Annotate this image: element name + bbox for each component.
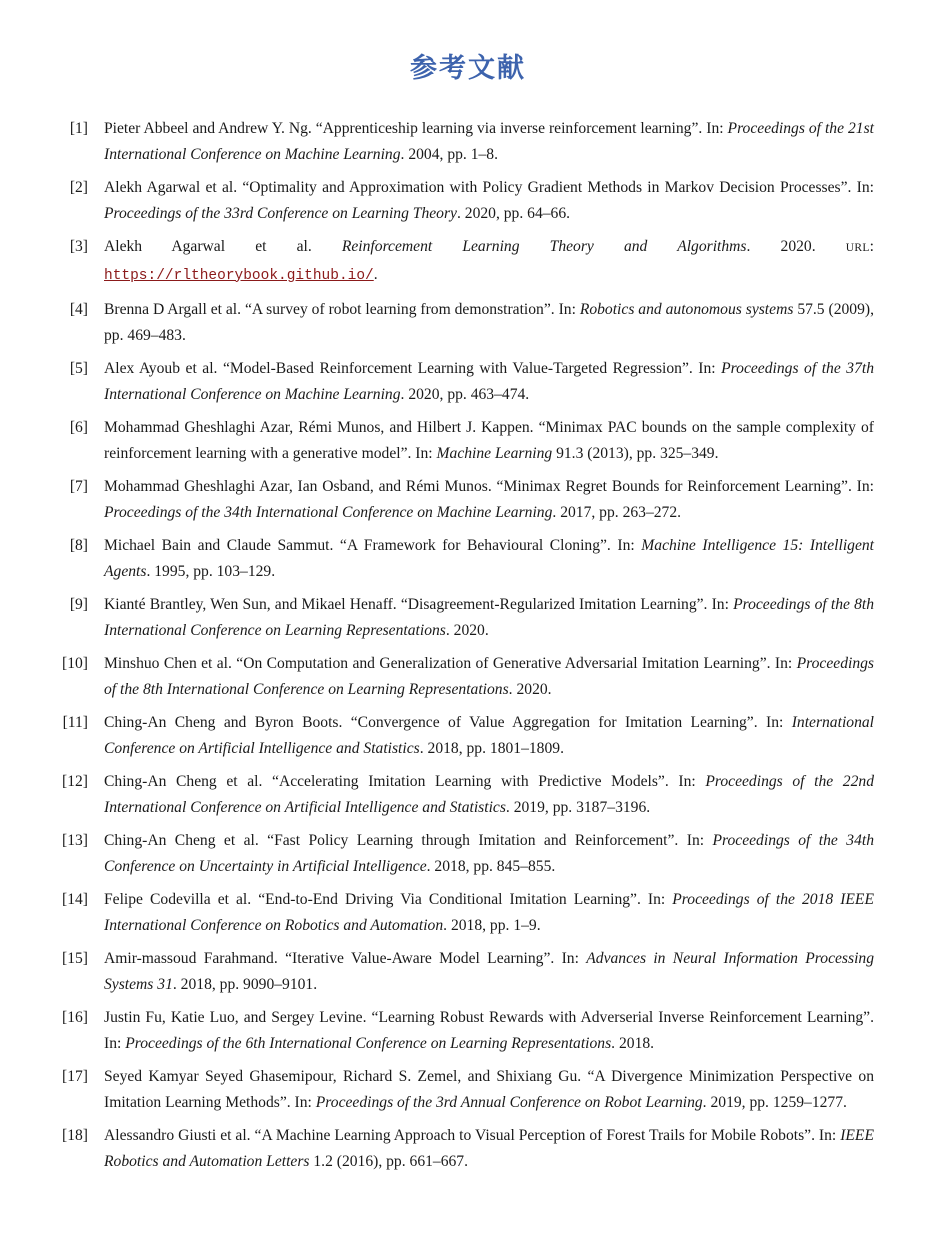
reference-venue: Machine Intelligence 15: Intelligent Agents xyxy=(104,536,874,580)
reference-details: 57.5 (2009), pp. 469–483. xyxy=(104,300,874,344)
reference-item xyxy=(62,533,874,585)
reference-number: [7] xyxy=(69,477,88,495)
reference-number: [17] xyxy=(62,1067,88,1085)
reference-item xyxy=(62,1005,874,1057)
reference-details: . 2004, pp. 1–8. xyxy=(400,145,498,163)
reference-item xyxy=(62,592,874,644)
reference-details: . 1995, pp. 103–129. xyxy=(146,562,276,580)
reference-list xyxy=(62,116,874,1182)
reference-url-link[interactable]: https://rltheorybook.github.io/ xyxy=(104,267,374,284)
reference-details: . 2018. xyxy=(611,1034,655,1052)
reference-item xyxy=(62,356,874,408)
reference-number: [2] xyxy=(69,178,88,196)
reference-details: . 2019, pp. 3187–3196. xyxy=(505,798,651,816)
reference-venue: Proceedings of the 22nd International Conference on Artificial Intelligence and Statistics xyxy=(104,772,874,816)
reference-details: . 2020. xyxy=(746,237,846,255)
reference-text: Alessandro Giusti et al. “A Machine Learning Approach to Visual Perception of Forest Trails for Mobile Robots”. In: xyxy=(104,1126,841,1144)
reference-text: Minshuo Chen et al. “On Computation and Generalization of Generative Adversarial Imitation Learning”. In: xyxy=(104,654,797,672)
reference-item xyxy=(62,828,874,880)
reference-item xyxy=(62,651,874,703)
reference-number: [5] xyxy=(69,359,88,377)
reference-item xyxy=(62,946,874,998)
reference-venue: Proceedings of the 6th International Conference on Learning Representations xyxy=(125,1034,612,1052)
url-tail: . xyxy=(373,265,378,283)
reference-item xyxy=(62,1123,874,1175)
reference-text: Seyed Kamyar Seyed Ghasemipour, Richard S. Zemel, and Shixiang Gu. “A Divergence Minimization Perspective on Imitation Learning Methods”. In: xyxy=(104,1067,874,1111)
reference-text: Ching-An Cheng et al. “Fast Policy Learning through Imitation and Reinforcement”. In: xyxy=(104,831,713,849)
reference-number: [8] xyxy=(69,536,88,554)
reference-venue: Proceedings of the 2018 IEEE International Conference on Robotics and Automation xyxy=(104,890,874,934)
reference-venue: Proceedings of the 37th International Conference on Machine Learning xyxy=(104,359,875,403)
reference-number: [15] xyxy=(62,949,88,967)
reference-venue: Reinforcement Learning Theory and Algorithms xyxy=(341,237,747,255)
reference-item xyxy=(62,474,874,526)
reference-venue: Machine Learning xyxy=(436,444,553,462)
reference-item xyxy=(62,710,874,762)
reference-number: [3] xyxy=(69,237,88,255)
reference-details: . 2018, pp. 1–9. xyxy=(443,916,541,934)
reference-item xyxy=(62,1064,874,1116)
reference-number: [9] xyxy=(69,595,88,613)
reference-details: . 2017, pp. 263–272. xyxy=(552,503,682,521)
reference-text: Ching-An Cheng and Byron Boots. “Convergence of Value Aggregation for Imitation Learning”. In: xyxy=(104,713,792,731)
reference-details: . 2020, pp. 463–474. xyxy=(400,385,530,403)
reference-details: . 2018, pp. 1801–1809. xyxy=(419,739,564,757)
reference-venue: Proceedings of the 34th International Conference on Machine Learning xyxy=(104,503,553,521)
reference-number: [10] xyxy=(62,654,88,672)
reference-number: [12] xyxy=(62,772,88,790)
reference-details: . 2019, pp. 1259–1277. xyxy=(702,1093,847,1111)
url-colon: : xyxy=(869,237,875,255)
reference-details: 91.3 (2013), pp. 325–349. xyxy=(552,444,719,462)
reference-number: [14] xyxy=(62,890,88,908)
reference-item xyxy=(62,297,874,349)
reference-text: Kianté Brantley, Wen Sun, and Mikael Henaff. “Disagreement-Regularized Imitation Learning”. In: xyxy=(104,595,734,613)
reference-venue: Proceedings of the 21st International Conference on Machine Learning xyxy=(104,120,874,163)
reference-text: Felipe Codevilla et al. “End-to-End Driving Via Conditional Imitation Learning”. In: xyxy=(104,890,673,908)
reference-item xyxy=(62,769,874,821)
reference-text: Michael Bain and Claude Sammut. “A Framework for Behavioural Cloning”. In: xyxy=(104,536,642,554)
reference-text: Mohammad Gheshlaghi Azar, Rémi Munos, and Hilbert J. Kappen. “Minimax PAC bounds on the sample complexity of reinforcement learning with a generative model”. In: xyxy=(104,418,874,462)
reference-number: [11] xyxy=(62,713,88,731)
reference-text: Amir-massoud Farahmand. “Iterative Value-Aware Model Learning”. In: xyxy=(104,949,587,967)
reference-venue: Robotics and autonomous systems xyxy=(579,300,794,318)
reference-text: Brenna D Argall et al. “A survey of robot learning from demonstration”. In: xyxy=(104,300,580,318)
reference-venue: Proceedings of the 8th International Conference on Learning Representations xyxy=(104,654,874,698)
reference-venue: Proceedings of the 33rd Conference on Learning Theory xyxy=(104,204,457,222)
reference-number: [18] xyxy=(62,1126,88,1144)
reference-text: Alekh Agarwal et al. xyxy=(104,237,342,255)
reference-venue: IEEE Robotics and Automation Letters xyxy=(104,1126,874,1170)
reference-item xyxy=(62,234,874,290)
reference-text: Justin Fu, Katie Luo, and Sergey Levine. “Learning Robust Rewards with Adverserial Inverse Reinforcement Learning”. In: xyxy=(104,1008,874,1052)
reference-number: [4] xyxy=(69,300,88,318)
reference-details: . 2020. xyxy=(508,680,552,698)
reference-number: [1] xyxy=(69,120,88,137)
reference-venue: Proceedings of the 3rd Annual Conference on Robot Learning xyxy=(315,1093,703,1111)
reference-details: . 2018, pp. 9090–9101. xyxy=(172,975,318,993)
reference-text: Ching-An Cheng et al. “Accelerating Imitation Learning with Predictive Models”. In: xyxy=(104,772,706,790)
reference-item xyxy=(62,887,874,939)
reference-venue: Proceedings of the 34th Conference on Uncertainty in Artificial Intelligence xyxy=(104,831,874,875)
reference-item xyxy=(62,175,874,227)
reference-venue: International Conference on Artificial Intelligence and Statistics xyxy=(104,713,874,757)
reference-text: Alekh Agarwal et al. “Optimality and Approximation with Policy Gradient Methods in Markov Decision Processes”. In: xyxy=(104,178,874,196)
reference-number: [6] xyxy=(69,418,88,436)
reference-details: . 2018, pp. 845–855. xyxy=(426,857,556,875)
reference-text: Mohammad Gheshlaghi Azar, Ian Osband, and Rémi Munos. “Minimax Regret Bounds for Reinforcement Learning”. In: xyxy=(104,477,874,495)
url-label: URL xyxy=(845,241,870,254)
reference-number: [13] xyxy=(62,831,88,849)
page-title: 参考文献 xyxy=(410,53,526,84)
reference-number: [16] xyxy=(62,1008,88,1026)
reference-venue: Advances in Neural Information Processing Systems 31 xyxy=(104,949,874,993)
reference-text: Pieter Abbeel and Andrew Y. Ng. “Apprenticeship learning via inverse reinforcement learning”. In: xyxy=(104,120,728,137)
reference-venue: Proceedings of the 8th International Conference on Learning Representations xyxy=(104,595,874,639)
reference-text: Alex Ayoub et al. “Model-Based Reinforcement Learning with Value-Targeted Regression”. In: xyxy=(104,359,722,377)
reference-details: . 2020, pp. 64–66. xyxy=(456,204,571,222)
reference-item xyxy=(62,415,874,467)
reference-details: 1.2 (2016), pp. 661–667. xyxy=(309,1152,468,1170)
reference-item xyxy=(62,116,874,168)
reference-details: . 2020. xyxy=(445,621,489,639)
